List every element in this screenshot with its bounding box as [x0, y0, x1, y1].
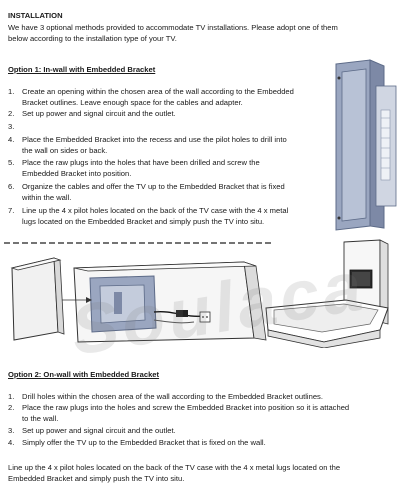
option1-step-6-line-1: Organize the cables and offer the TV up to the Embedded Bracket that is fixed — [22, 182, 285, 191]
option1-step-num: 7. — [8, 206, 15, 215]
option1-step-num: 1. — [8, 87, 15, 96]
option1-step-num: 2. — [8, 109, 15, 118]
option1-step-6-line-2: within the wall. — [22, 193, 72, 202]
option2-footer-line-2: Embedded Bracket and simply push the TV into situ. — [8, 474, 185, 483]
page-heading: INSTALLATION — [8, 11, 63, 20]
option1-step-num: 5. — [8, 158, 15, 167]
option1-step-4-line-2: the wall on sides or back. — [22, 146, 108, 155]
option1-step-1-line-1: Create an opening within the chosen area of the wall according to the Embedded — [22, 87, 294, 96]
embedded-bracket-illustration — [326, 58, 408, 234]
bathroom-illustration — [262, 238, 408, 348]
option2-step-3-line-1: Set up power and signal circuit and the outlet. — [22, 426, 176, 435]
option2-step-num: 1. — [8, 392, 15, 401]
option2-step-num: 4. — [8, 438, 15, 447]
option2-title: Option 2: On-wall with Embedded Bracket — [8, 370, 160, 379]
option2-step-2-line-2: to the wall. — [22, 414, 59, 423]
option1-title: Option 1: In-wall with Embedded Bracket — [8, 65, 156, 74]
option1-step-5-line-1: Place the raw plugs into the holes that have been drilled and screw the — [22, 158, 260, 167]
intro-line-1: We have 3 optional methods provided to accommodate TV installations. Please adopt one of them — [8, 23, 338, 32]
option1-step-7-line-1: Line up the 4 x pilot holes located on the back of the TV case with the 4 x metal — [22, 206, 289, 215]
option2-step-2-line-1: Place the raw plugs into the holes and screw the Embedded Bracket into position so it is attached — [22, 403, 350, 412]
option1-step-num: 3. — [8, 122, 15, 131]
wall-installation-illustration — [4, 240, 272, 348]
intro-line-2: below according to the installation type of your TV. — [8, 34, 177, 43]
option1-step-4-line-1: Place the Embedded Bracket into the recess and use the pilot holes to drill into — [22, 135, 287, 144]
option1-step-num: 4. — [8, 135, 15, 144]
option1-step-2-line-1: Set up power and signal circuit and the outlet. — [22, 109, 176, 118]
option2-step-num: 2. — [8, 403, 15, 412]
option2-footer-line-1: Line up the 4 x pilot holes located on the back of the TV case with the 4 x metal lugs located on the — [8, 463, 341, 472]
option2-step-4-line-1: Simply offer the TV up to the Embedded Bracket that is fixed on the wall. — [22, 438, 266, 447]
option1-step-num: 6. — [8, 182, 15, 191]
option1-step-5-line-2: Embedded Bracket into position. — [22, 169, 132, 178]
option2-step-1-line-1: Drill holes within the chosen area of the wall according to the Embedded Bracket outlines. — [22, 392, 323, 401]
option2-step-num: 3. — [8, 426, 15, 435]
option1-step-1-line-2: Bracket outlines. Leave enough space for the cables and adapter. — [22, 98, 243, 107]
option1-step-7-line-2: lugs located on the Embedded Bracket and simply push the TV into situ. — [22, 217, 265, 226]
